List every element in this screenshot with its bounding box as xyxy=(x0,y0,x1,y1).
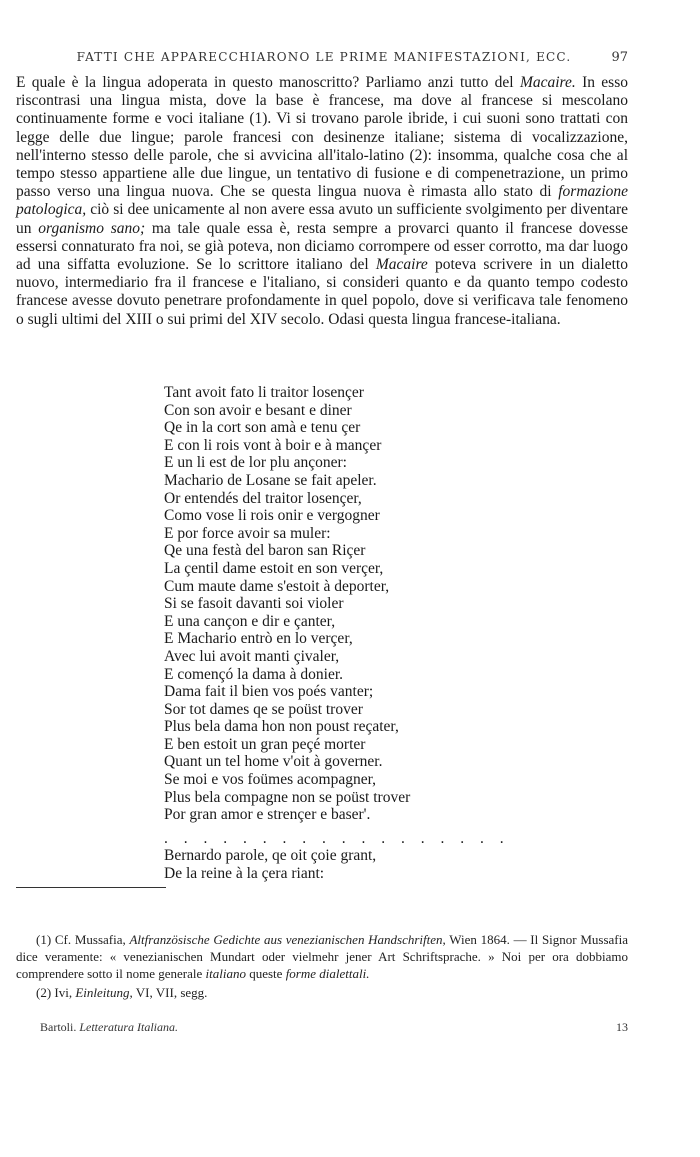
footnote-italic: Altfranzösische Gedichte aus venezianischen Handschriften, xyxy=(129,932,446,947)
body-text: ma tale quale essa è, resta sempre a provarci quanto il francese dovesse essersi connaturato fra noi, se già poteva, non diciamo corrompere od esser corrotto, ma dar luogo ad una siffatta evoluzione. Se lo scrittore italiano del xyxy=(16,219,628,274)
body-paragraph xyxy=(16,74,628,329)
body-text: ciò si dee unicamente al non avere essa avuto un sufficiente svolgimento per diventare un xyxy=(16,201,628,237)
poem-line: E un li est de lor plu ançoner: xyxy=(164,454,347,472)
poem-line: E una cançon e dir e çanter, xyxy=(164,612,336,630)
poem-line: Si se fasoit davanti soi violer xyxy=(164,595,344,613)
poem-line: E por force avoir sa muler: xyxy=(164,524,331,542)
footnote-divider xyxy=(16,887,166,888)
poem-ellipsis: . . . . . . . . . . . . . . . . . . xyxy=(164,829,510,847)
running-title: FATTI CHE APPARECCHIARONO LE PRIME MANIFESTAZIONI, ECC. xyxy=(76,50,572,64)
poem-line: Machario de Losane se fait apeler. xyxy=(164,471,377,489)
page-footer xyxy=(40,1020,628,1035)
running-header xyxy=(20,50,628,64)
poem-line: Con son avoir e besant e diner xyxy=(164,401,352,419)
body-italic: Macaire. xyxy=(519,74,576,91)
footnote-text: Wien 1864. — Il Signor Mussafia dice veramente: « venezianischen Mundart oder vielmehr jener Art Schriftsprache. » Noi per ora dobbiamo comprendere sotto il nome generale xyxy=(16,932,628,981)
poem-line: Tant avoit fato li traitor losençer xyxy=(164,384,364,401)
poem-lines xyxy=(164,384,494,824)
body-italic: Macaire xyxy=(375,256,428,274)
poem-line: Quant un tel home v'oit à governer. xyxy=(164,753,383,771)
poem-line: Dama fait il bien vos poés vanter; xyxy=(164,683,374,701)
poem-line: E ben estoit un gran peçé morter xyxy=(164,735,366,753)
poem-line: Por gran amor e strençer e baser'. xyxy=(164,806,371,824)
body-text: In esso riscontrasi una lingua mista, dove la base è francese, ma dove al francese si mescolano continuamente forme e voci italiane (1). Vi si trovano parole ibride, i cui suoni sono trattati con legge delle due lingue; parole francesi con desinenze italiane; sistema di vocalizzazione, nell'interno stesso delle parole, che si avvicina all'italo-latino (2): insomma, qualche cosa che al tempo stesso appartiene alle due lingue, un tentativo di fusione e di compenetrazione, un primo passo verso una lingua nuova. Che se questa lingua nuova è rimasta allo stato di xyxy=(16,74,628,201)
poem-line: Qe una festà del baron san Riçer xyxy=(164,542,366,560)
footer-author: Bartoli. xyxy=(40,1020,77,1034)
poem-line: Sor tot dames qe se poüst trover xyxy=(164,700,363,718)
body-italic: organismo sano; xyxy=(38,219,146,237)
body-text: E quale è la lingua adoperata in questo manoscritto? Parliamo anzi tutto del xyxy=(16,74,520,91)
signature-mark: 13 xyxy=(616,1020,628,1034)
poem-tail xyxy=(164,847,494,882)
poem-line: La çentil dame estoit en son verçer, xyxy=(164,559,384,577)
poem-line: Cum maute dame s'estoit à deporter, xyxy=(164,577,390,595)
poem-line: E començó la dama à donier. xyxy=(164,665,344,683)
footnote-1 xyxy=(16,931,628,982)
poem-line: Se moi e vos foümes acompagner, xyxy=(164,771,377,789)
poem-line: Plus bela compagne non se poüst trover xyxy=(164,788,411,806)
footnote-text: (2) Ivi, xyxy=(36,985,76,1000)
footnotes xyxy=(16,931,628,1001)
poem-line: Plus bela dama hon non poust reçater, xyxy=(164,718,399,736)
body-italic: formazione patologica, xyxy=(16,183,628,219)
footnote-text: queste xyxy=(245,966,286,981)
poem-line: Or entendés del traitor losençer, xyxy=(164,489,362,507)
footnote-italic: italiano xyxy=(205,966,246,981)
poem-quotation xyxy=(164,384,510,883)
poem-line: E con li rois vont à boir e à mançer xyxy=(164,436,382,454)
page-number: 97 xyxy=(611,50,628,65)
footnote-italic: forme dialettali. xyxy=(285,966,370,981)
poem-line: Qe in la cort son amà e tenu çer xyxy=(164,419,361,437)
footnote-text: (1) Cf. Mussafia, xyxy=(36,932,130,947)
body-text: poteva scrivere in un dialetto nuovo, intermediario fra il francese e l'italiano, si consideri quanto e da quanto tempo codesto francese avesse dovuto penetrare profondamente in quel popolo, dove si verificava tale fenomeno o sugli ultimi del XIII o sui primi del XIV secolo. Odasi questa lingua francese-italiana. xyxy=(16,256,628,328)
poem-line: E Machario entrò en lo verçer, xyxy=(164,630,353,648)
footer-work: Letteratura Italiana. xyxy=(79,1020,178,1034)
poem-line: Bernardo parole, qe oit çoie grant, xyxy=(164,847,377,865)
poem-line: Como vose li rois onir e vergogner xyxy=(164,507,380,525)
poem-line: De la reine à la çera riant: xyxy=(164,865,325,883)
poem-line: Avec lui avoit manti çivaler, xyxy=(164,647,340,665)
footnote-2 xyxy=(16,984,628,1001)
footnote-text: VI, VII, segg. xyxy=(132,985,208,1000)
footnote-italic: Einleitung, xyxy=(75,985,133,1000)
